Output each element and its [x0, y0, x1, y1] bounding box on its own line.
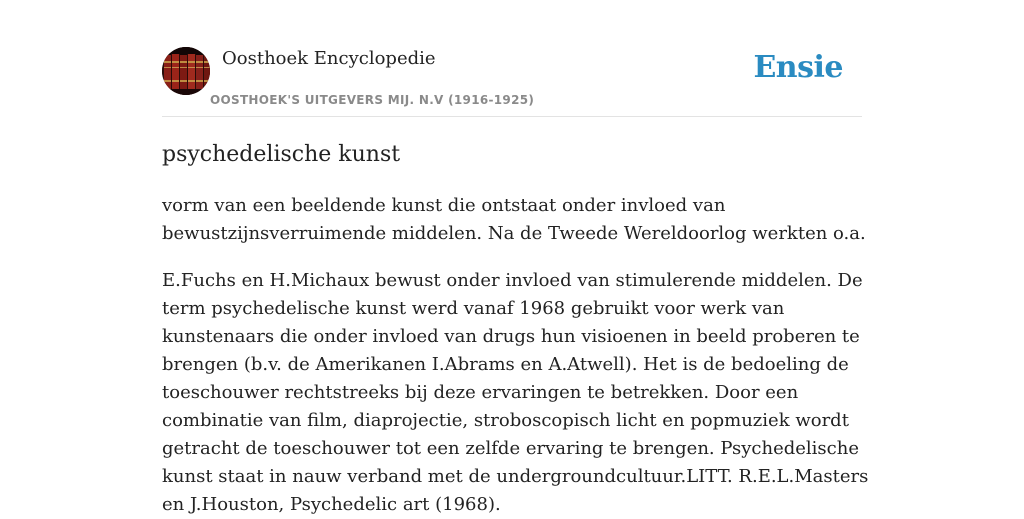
entry-paragraph: E.Fuchs en H.Michaux bewust onder invloed van stimulerende middelen. De term psychedelische kunst werd vanaf 1968 gebruikt voor werk van kunstenaars die onder invloed van drugs hun visioenen in beeld proberen te brengen (b.v. de Amerikanen I.Abrams en A.Atwell). Het is de bedoeling de toeschouwer rechtstreeks bij deze ervaringen te betrekken. Door een combinatie van film, diaprojectie, stroboscopisch licht en popmuziek wordt getracht de toeschouwer tot een zelfde ervaring te brengen. Psychedelische kunst staat in nauw verband met de undergroundcultuur.LITT. R.E.L.Masters en J.Houston, Psychedelic art (1968). — [162, 270, 869, 515]
source-header — [162, 46, 862, 117]
entry-title: psychedelische kunst — [162, 142, 401, 167]
article-card — [162, 0, 869, 515]
brand-logo[interactable]: Ensie — [753, 50, 843, 85]
source-subtitle: OOSTHOEK'S UITGEVERS MIJ. N.V (1916-1925) — [210, 93, 535, 107]
encyclopedia-books-icon[interactable] — [162, 47, 210, 95]
entry-paragraph: vorm van een beeldende kunst die ontstaat onder invloed van bewustzijnsverruimende middelen. Na de Tweede Wereldoorlog werkten o.a. — [162, 195, 866, 244]
source-title[interactable]: Oosthoek Encyclopedie — [222, 48, 436, 69]
